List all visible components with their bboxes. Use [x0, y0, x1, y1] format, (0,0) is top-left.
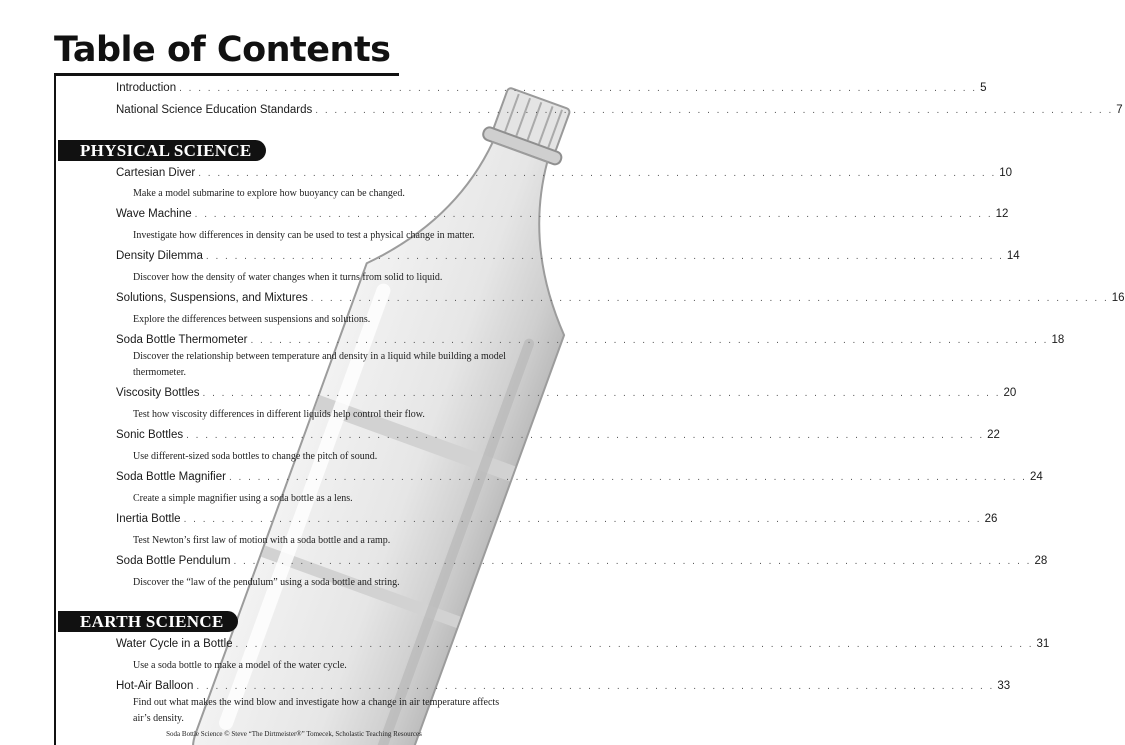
entry-title: Soda Bottle Magnifier — [116, 471, 226, 483]
entry-page: 20 — [1003, 387, 1017, 399]
toc-entry-thermometer[interactable] — [116, 333, 1065, 348]
entry-title: Soda Bottle Pendulum — [116, 555, 231, 567]
entry-page: 18 — [1051, 334, 1065, 346]
entry-page: 7 — [1116, 104, 1123, 116]
dot-leader: . . . . . . . . . . . . . . . . . . . . . . . . . . . . . . . . . . . . . . . . . . . . . . . . . . . . . . . . . . . . . . . . . . . . . . . . . . . . . . . . . . . . — [310, 293, 1109, 304]
dot-leader: . . . . . . . . . . . . . . . . . . . . . . . . . . . . . . . . . . . . . . . . . . . . . . . . . . . . . . . . . . . . . . . . . . . . . . . . . . . . . . . . . . . . — [205, 251, 1004, 262]
entry-title: National Science Education Standards — [116, 104, 313, 116]
toc-entry-standards[interactable] — [116, 103, 1123, 118]
toc-entry-solutions[interactable] — [116, 291, 1125, 306]
dot-leader: . . . . . . . . . . . . . . . . . . . . . . . . . . . . . . . . . . . . . . . . . . . . . . . . . . . . . . . . . . . . . . . . . . . . . . . . . . . . . . . . . . . . — [202, 388, 1001, 399]
entry-description: Investigate how differences in density can be used to test a physical change in matter. — [133, 230, 475, 241]
entry-title: Water Cycle in a Bottle — [116, 638, 233, 650]
toc-entry-water-cycle[interactable] — [116, 637, 1050, 652]
toc-entry-pendulum[interactable] — [116, 554, 1048, 569]
entry-title: Sonic Bottles — [116, 429, 184, 441]
entry-page: 31 — [1036, 638, 1050, 650]
entry-description: Discover the relationship between temperature and density in a liquid while building a model thermometer. — [133, 351, 506, 378]
section-header-earth-science: EARTH SCIENCE — [58, 611, 238, 632]
toc-entry-magnifier[interactable] — [116, 470, 1043, 485]
dot-leader: . . . . . . . . . . . . . . . . . . . . . . . . . . . . . . . . . . . . . . . . . . . . . . . . . . . . . . . . . . . . . . . . . . . . . . . . . . . . . . . . . . . . — [228, 472, 1027, 483]
entry-title: Soda Bottle Thermometer — [116, 334, 248, 346]
entry-description: Make a model submarine to explore how buoyancy can be changed. — [133, 188, 405, 199]
entry-description: Discover the “law of the pendulum” using a soda bottle and string. — [133, 577, 400, 588]
entry-description: Explore the differences between suspensions and solutions. — [133, 314, 371, 325]
entry-description: Test Newton’s first law of motion with a soda bottle and a ramp. — [133, 535, 391, 546]
toc-entry-hot-air-balloon[interactable] — [116, 679, 1011, 694]
entry-title: Inertia Bottle — [116, 513, 181, 525]
entry-page: 22 — [987, 429, 1000, 441]
dot-leader: . . . . . . . . . . . . . . . . . . . . . . . . . . . . . . . . . . . . . . . . . . . . . . . . . . . . . . . . . . . . . . . . . . . . . . . . . . . . . . . . . . . . — [233, 556, 1032, 567]
entry-description: Use different-sized soda bottles to change the pitch of sound. — [133, 451, 378, 462]
toc-entry-inertia-bottle[interactable] — [116, 512, 998, 527]
page-title: Table of Contents — [54, 30, 391, 70]
page-footer: Soda Bottle Science © Steve “The Dirtmeister®” Tomecek, Scholastic Teaching Resources — [166, 730, 422, 738]
toc-entry-density-dilemma[interactable] — [116, 249, 1020, 264]
entry-description: Discover how the density of water changes when it turns from solid to liquid. — [133, 272, 443, 283]
entry-description: Use a soda bottle to make a model of the water cycle. — [133, 660, 347, 671]
entry-page: 28 — [1034, 555, 1048, 567]
entry-page: 16 — [1111, 292, 1125, 304]
entry-page: 24 — [1029, 471, 1043, 483]
entry-page: 33 — [997, 680, 1011, 692]
dot-leader: . . . . . . . . . . . . . . . . . . . . . . . . . . . . . . . . . . . . . . . . . . . . . . . . . . . . . . . . . . . . . . . . . . . . . . . . . . . . . . . . . . . . — [315, 105, 1114, 116]
dot-leader: . . . . . . . . . . . . . . . . . . . . . . . . . . . . . . . . . . . . . . . . . . . . . . . . . . . . . . . . . . . . . . . . . . . . . . . . . . . . . . . . . . . . — [194, 209, 993, 220]
dot-leader: . . . . . . . . . . . . . . . . . . . . . . . . . . . . . . . . . . . . . . . . . . . . . . . . . . . . . . . . . . . . . . . . . . . . . . . . . . . . . . . . . . . . — [198, 168, 997, 179]
entry-title: Introduction — [116, 82, 177, 94]
toc-entry-cartesian-diver[interactable] — [116, 166, 1013, 181]
entry-description: Test how viscosity differences in different liquids help control their flow. — [133, 409, 425, 420]
entry-title: Hot-Air Balloon — [116, 680, 194, 692]
entry-page: 12 — [995, 208, 1009, 220]
entry-description: Create a simple magnifier using a soda bottle as a lens. — [133, 493, 353, 504]
entry-page: 10 — [999, 167, 1013, 179]
entry-title: Wave Machine — [116, 208, 192, 220]
entry-title: Density Dilemma — [116, 250, 203, 262]
entry-page: 14 — [1006, 250, 1020, 262]
entry-title: Cartesian Diver — [116, 167, 196, 179]
dot-leader: . . . . . . . . . . . . . . . . . . . . . . . . . . . . . . . . . . . . . . . . . . . . . . . . . . . . . . . . . . . . . . . . . . . . . . . . . . . . . . . . . . . . — [235, 639, 1034, 650]
toc-entry-introduction[interactable] — [116, 81, 987, 96]
toc-entry-wave-machine[interactable] — [116, 207, 1009, 222]
toc-entry-viscosity-bottles[interactable] — [116, 386, 1017, 401]
toc-entry-sonic-bottles[interactable] — [116, 428, 1000, 443]
entry-title: Solutions, Suspensions, and Mixtures — [116, 292, 308, 304]
entry-title: Viscosity Bottles — [116, 387, 200, 399]
section-header-physical-science: PHYSICAL SCIENCE — [58, 140, 266, 161]
entry-page: 5 — [980, 82, 987, 94]
entry-description: Find out what makes the wind blow and investigate how a change in air temperature affects air’s density. — [133, 697, 500, 724]
dot-leader: . . . . . . . . . . . . . . . . . . . . . . . . . . . . . . . . . . . . . . . . . . . . . . . . . . . . . . . . . . . . . . . . . . . . . . . . . . . . . . . . . . . . — [250, 335, 1049, 346]
dot-leader: . . . . . . . . . . . . . . . . . . . . . . . . . . . . . . . . . . . . . . . . . . . . . . . . . . . . . . . . . . . . . . . . . . . . . . . . . . . . . . . . . . . . — [186, 430, 985, 441]
dot-leader: . . . . . . . . . . . . . . . . . . . . . . . . . . . . . . . . . . . . . . . . . . . . . . . . . . . . . . . . . . . . . . . . . . . . . . . . . . . . . . . . . . . . — [179, 83, 978, 94]
entry-page: 26 — [984, 513, 998, 525]
dot-leader: . . . . . . . . . . . . . . . . . . . . . . . . . . . . . . . . . . . . . . . . . . . . . . . . . . . . . . . . . . . . . . . . . . . . . . . . . . . . . . . . . . . . — [196, 681, 995, 692]
dot-leader: . . . . . . . . . . . . . . . . . . . . . . . . . . . . . . . . . . . . . . . . . . . . . . . . . . . . . . . . . . . . . . . . . . . . . . . . . . . . . . . . . . . . — [183, 514, 982, 525]
